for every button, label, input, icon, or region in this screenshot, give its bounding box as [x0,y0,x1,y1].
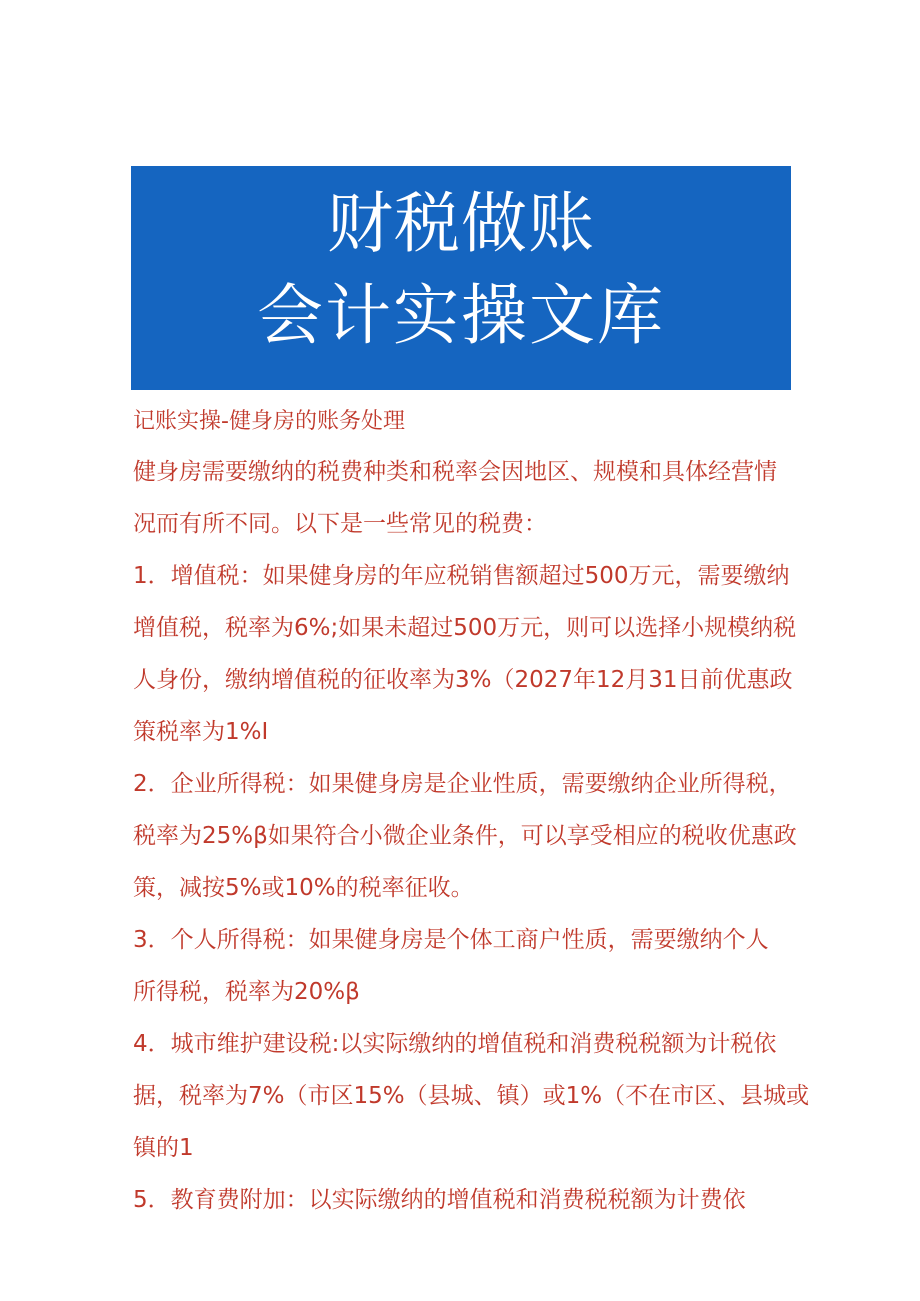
banner-title-line-2: 会计实操文库 [257,277,665,354]
body-line: 1．增值税：如果健身房的年应税销售额超过500万元，需要缴纳 [133,563,790,589]
body-line: 4．城市维护建设税:以实际缴纳的增值税和消费税税额为计税依 [133,1031,777,1057]
article-body [133,446,810,1226]
body-line: 增值税，税率为6%;如果未超过500万元，则可以选择小规模纳税 [133,615,797,641]
body-line: 3．个人所得税：如果健身房是个体工商户性质，需要缴纳个人 [133,927,769,953]
body-line: 健身房需要缴纳的税费种类和税率会因地区、规模和具体经营情 [133,459,777,485]
body-line: 况而有所不同。以下是一些常见的税费： [133,511,547,537]
body-line: 所得税，税率为20%β [133,979,360,1005]
banner-title-line-1: 财税做账 [327,185,595,262]
article-title: 记账实操-健身房的账务处理 [133,409,405,434]
body-line: 策税率为1%I [133,719,269,745]
body-line: 策，减按5%或10%的税率征收。 [133,875,474,901]
body-line: 2．企业所得税：如果健身房是企业性质，需要缴纳企业所得税， [133,771,792,797]
body-line: 人身份，缴纳增值税的征收率为3%（2027年12月31日前优惠政 [133,667,793,693]
body-line: 税率为25%β如果符合小微企业条件，可以享受相应的税收优惠政 [133,823,797,849]
body-line: 5．教育费附加：以实际缴纳的增值税和消费税税额为计费依 [133,1187,746,1213]
header-banner [131,166,791,390]
body-line: 镇的1 [133,1135,194,1161]
body-line: 据，税率为7%（市区15%（县城、镇）或1%（不在市区、县城或 [133,1083,810,1109]
